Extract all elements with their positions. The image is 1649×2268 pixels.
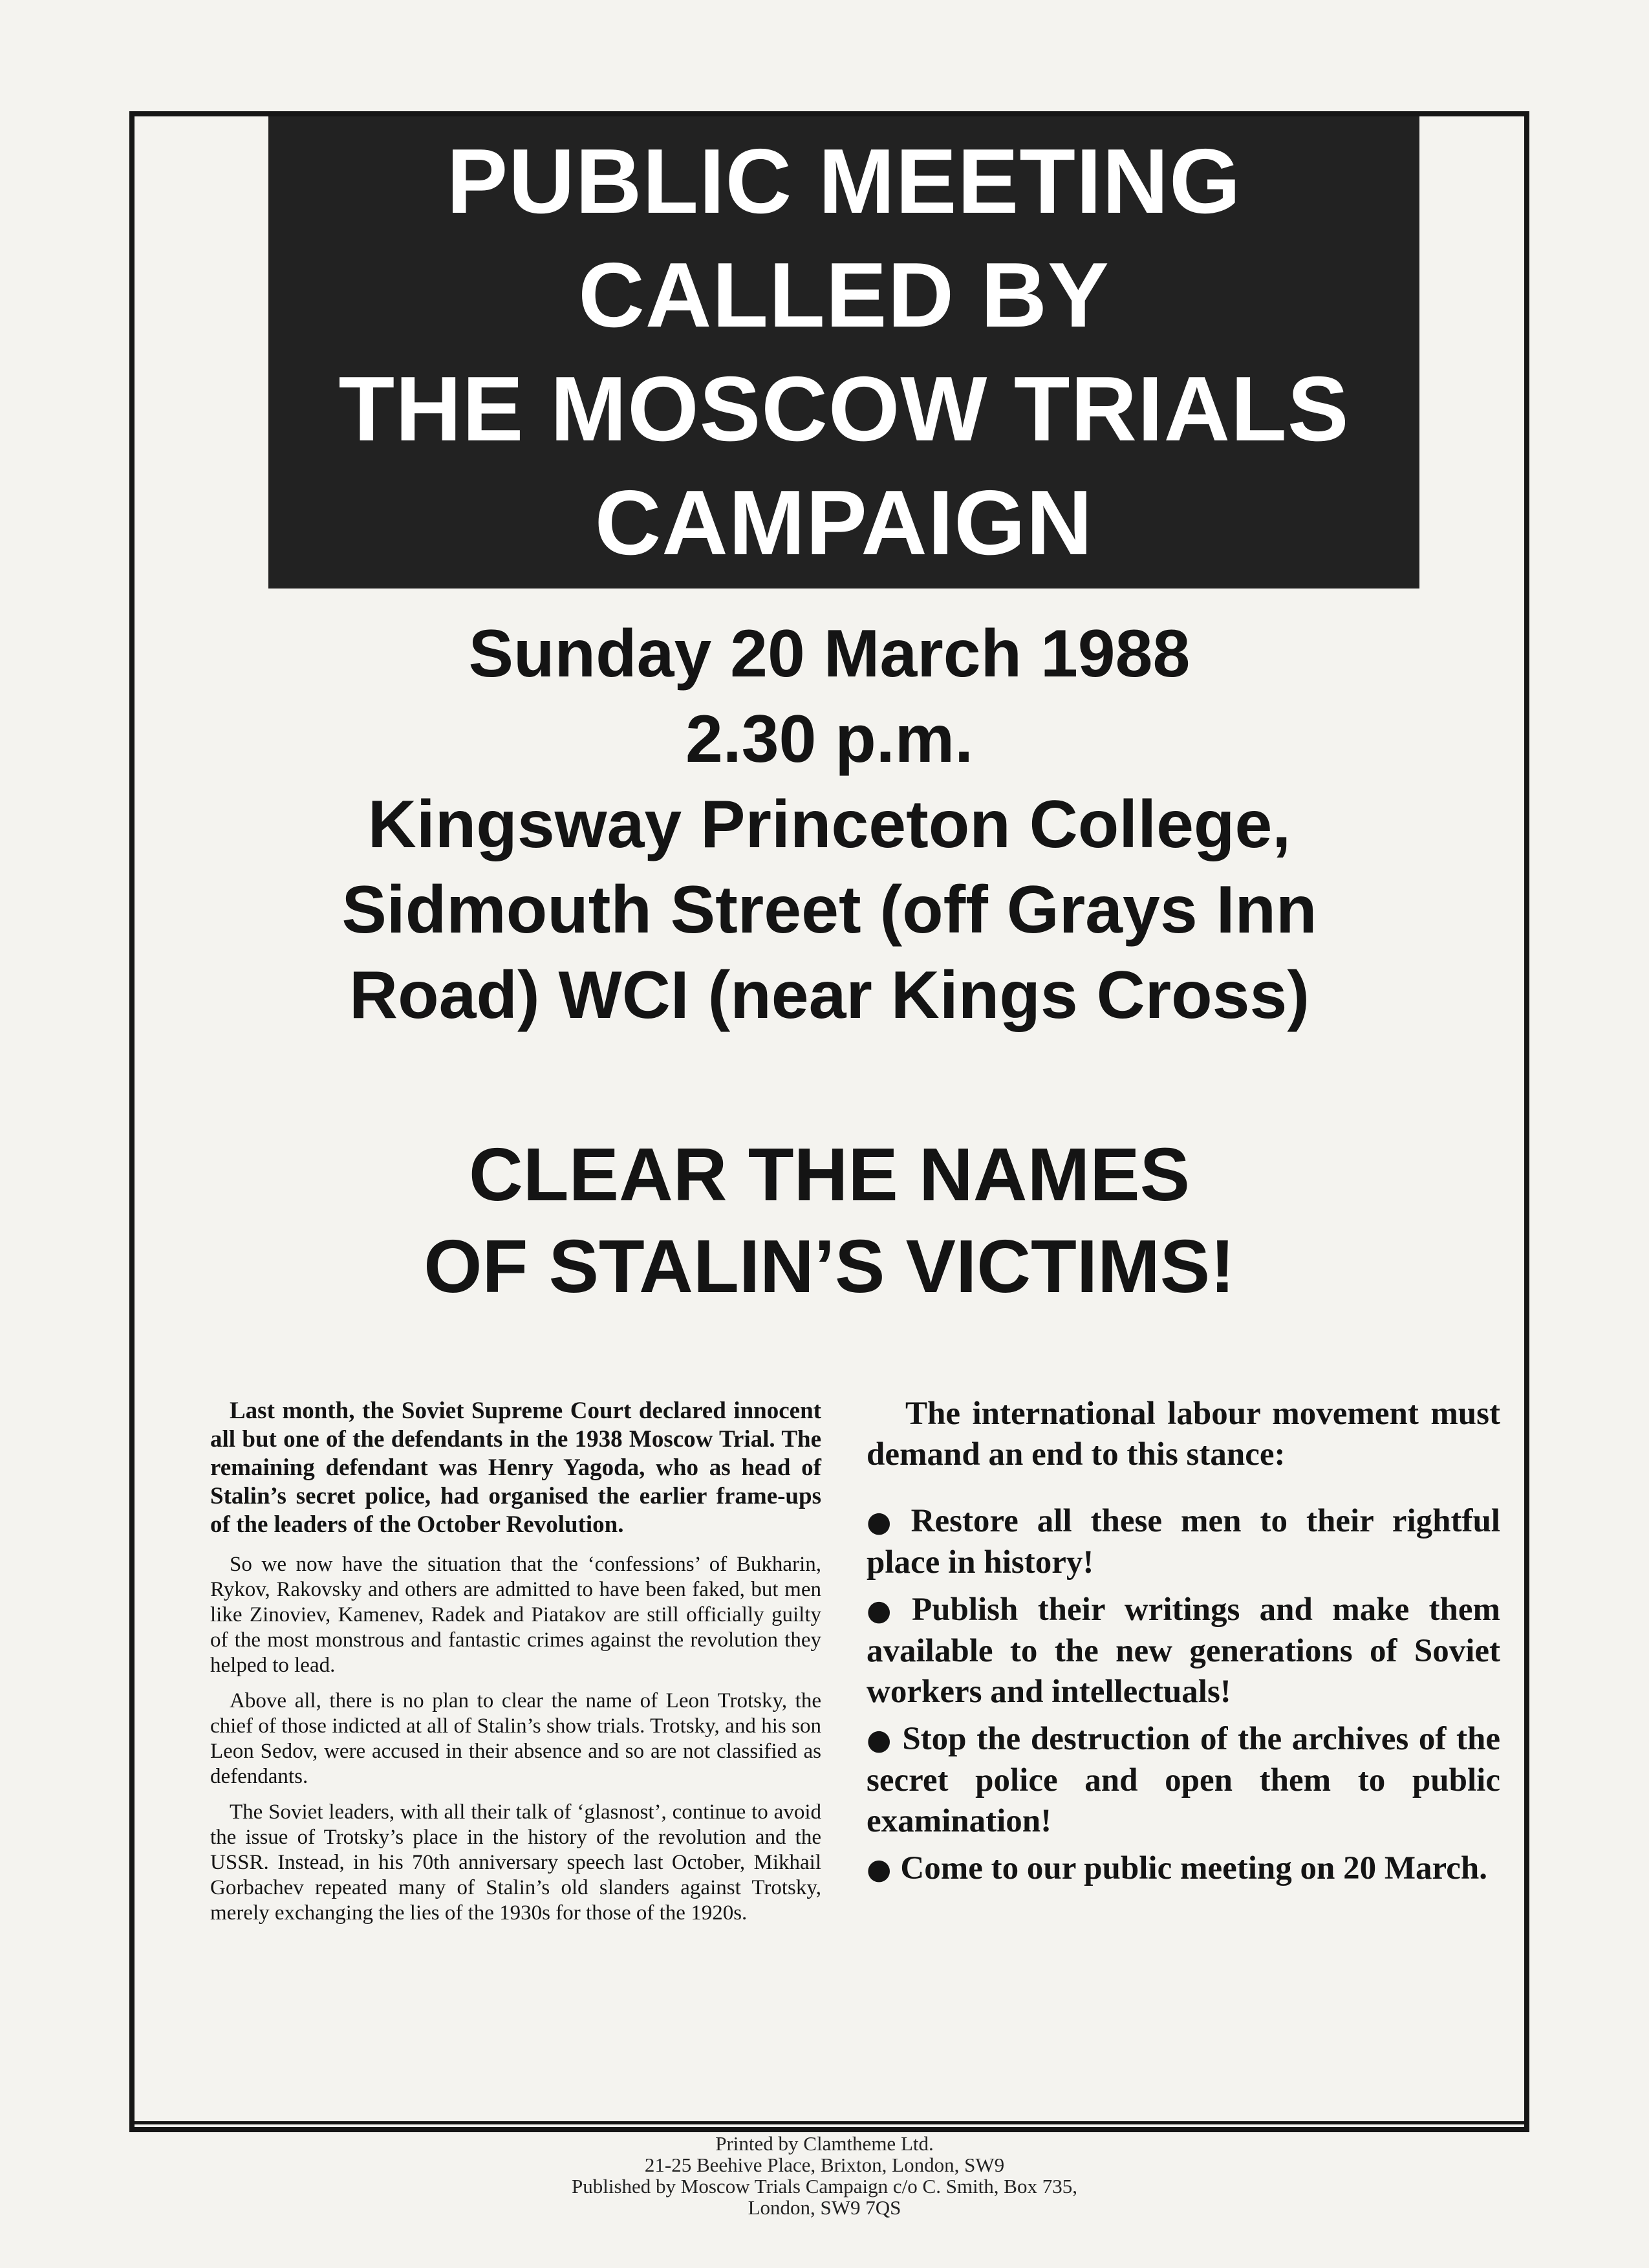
imprint-line: Published by Moscow Trials Campaign c/o C. Smith, Box 735,	[572, 2175, 1077, 2198]
header-line: PUBLIC MEETING	[446, 130, 1242, 233]
event-venue: Road) WCI (near Kings Cross)	[349, 958, 1310, 1033]
slogan-line: CLEAR THE NAMES	[469, 1132, 1190, 1216]
demand-item	[867, 1501, 1500, 1583]
demand-text: Stop the destruction of the archives of the secret police and open them to public examination!	[867, 1721, 1500, 1839]
demand-item	[867, 1590, 1500, 1712]
header-line: CAMPAIGN	[594, 471, 1094, 574]
event-time: 2.30 p.m.	[685, 702, 974, 777]
demand-text: Come to our public meeting on 20 March.	[900, 1850, 1487, 1886]
demand-item	[867, 1719, 1500, 1842]
imprint	[388, 2133, 1261, 2218]
demand-text: Restore all these men to their rightful place in history!	[867, 1503, 1500, 1581]
article-paragraph: The Soviet leaders, with all their talk of ‘glasnost’, continue to avoid the issue of Trotsky’s place in the history of the revolution and the USSR. Instead, in his 70th anniversary speech last October, Mikhail Gorbachev repeated many of Stalin’s old slanders against Trotsky, merely exchanging the lies of the 1930s for those of the 1920s.	[210, 1800, 821, 1925]
demands-column	[867, 1394, 1500, 1896]
event-date: Sunday 20 March 1988	[468, 616, 1191, 691]
bullet-icon: ●	[867, 1506, 902, 1539]
header-line: CALLED BY	[578, 244, 1110, 347]
event-venue: Sidmouth Street (off Grays Inn	[341, 872, 1317, 947]
slogan-line: OF STALIN’S VICTIMS!	[424, 1224, 1235, 1308]
imprint-line: Printed by Clamtheme Ltd.	[715, 2132, 934, 2155]
bottom-rule	[129, 2121, 1529, 2124]
header-banner	[268, 116, 1419, 589]
demand-item	[867, 1848, 1500, 1890]
article-lead: Last month, the Soviet Supreme Court declared innocent all but one of the defendants in the 1938 Moscow Trial. The remaining defendant was Henry Yagoda, who as head of Stalin’s secret police, had organised the earlier frame-ups of the leaders of the October Revolution.	[210, 1398, 821, 1538]
bullet-icon: ●	[867, 1853, 892, 1886]
event-venue: Kingsway Princeton College,	[367, 787, 1291, 862]
event-details	[168, 611, 1491, 1038]
imprint-line: London, SW9 7QS	[748, 2196, 901, 2219]
slogan	[168, 1129, 1491, 1312]
demands-intro: The international labour movement must demand an end to this stance:	[867, 1396, 1500, 1473]
bullet-icon: ●	[867, 1594, 903, 1627]
imprint-line: 21-25 Beehive Place, Brixton, London, SW9	[644, 2154, 1005, 2176]
demand-text: Publish their writings and make them available to the new generations of Soviet workers and intellectuals!	[867, 1592, 1500, 1710]
article-column	[210, 1397, 821, 1936]
bullet-icon: ●	[867, 1723, 894, 1756]
header-line: THE MOSCOW TRIALS	[338, 358, 1350, 460]
article-paragraph: Above all, there is no plan to clear the name of Leon Trotsky, the chief of those indicted at all of Stalin’s show trials. Trotsky, and his son Leon Sedov, were accused in their absence and so are not classified as defendants.	[210, 1689, 821, 1788]
article-paragraph: So we now have the situation that the ‘confessions’ of Bukharin, Rykov, Rakovsky and others are admitted to have been faked, but men like Zinoviev, Kamenev, Radek and Piatakov are still officially guilty of the most monstrous and fantastic crimes against the revolution they helped to lead.	[210, 1553, 821, 1677]
